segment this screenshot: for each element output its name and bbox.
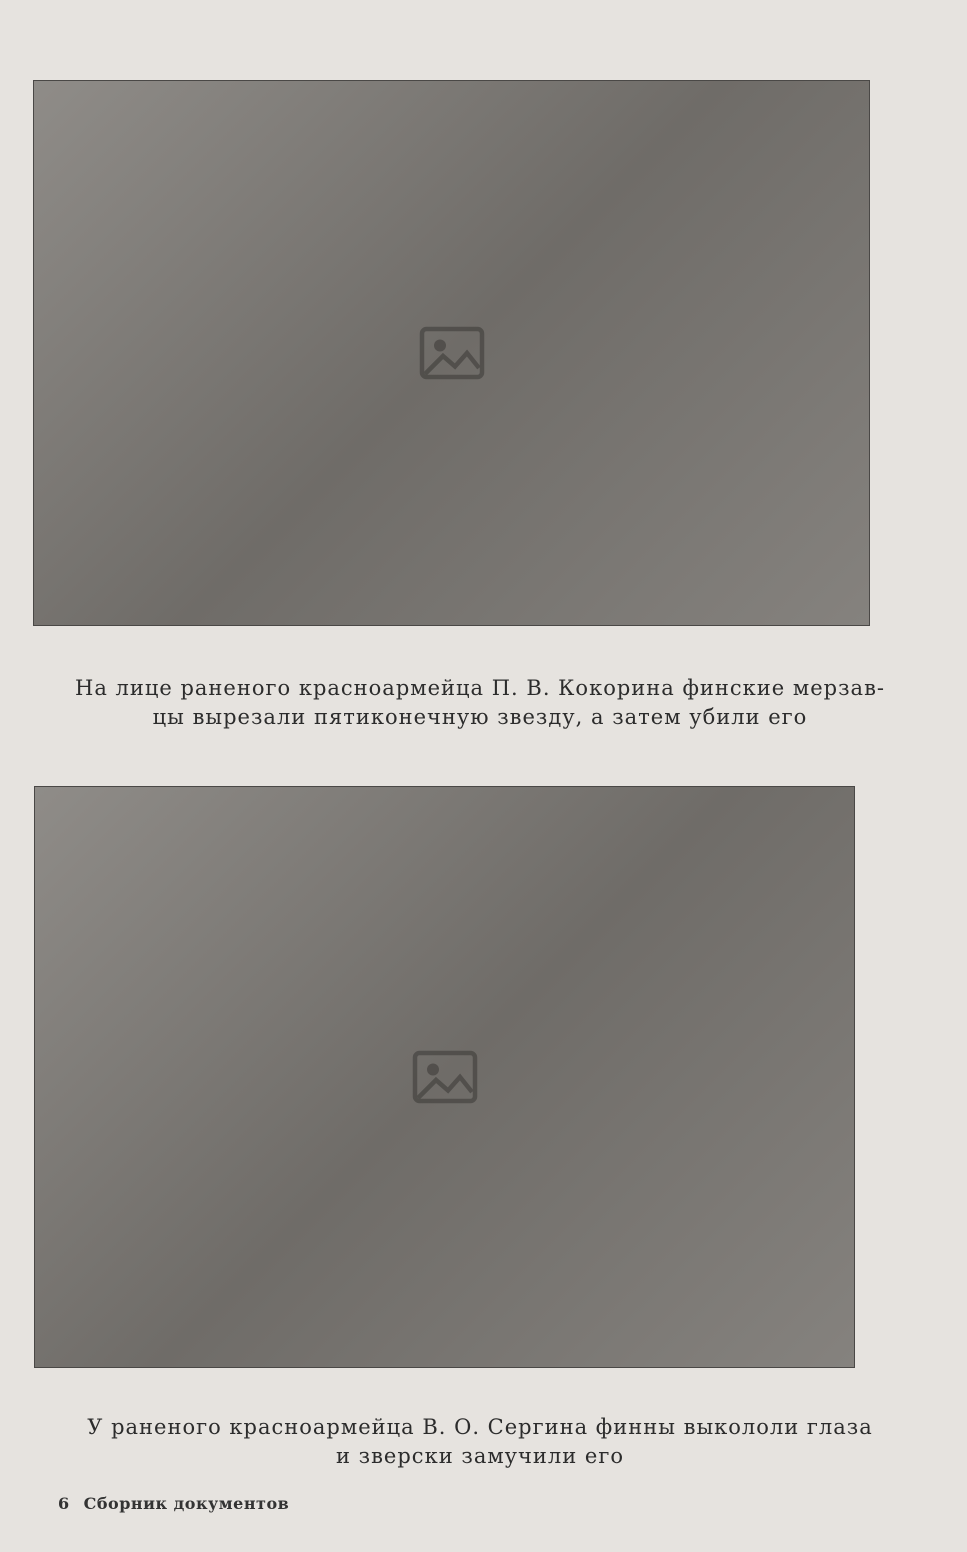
page-number: 6 — [58, 1494, 70, 1513]
photo-2 — [34, 786, 855, 1368]
page-footer — [58, 1494, 303, 1513]
caption-1 — [40, 674, 920, 732]
photo-placeholder-icon — [416, 317, 488, 389]
photo-placeholder — [34, 81, 869, 625]
caption-2-line-2: и зверски замучили его — [335, 1444, 624, 1468]
photo-placeholder — [35, 787, 854, 1367]
footer-title: Сборник документов — [83, 1494, 290, 1513]
photo-placeholder-icon — [409, 1041, 481, 1113]
caption-1-line-2: цы вырезали пятиконечную звезду, а затем убили его — [152, 705, 808, 729]
caption-1-line-1: На лице раненого красноармейца П. В. Кокорина финские мерзав- — [75, 676, 885, 700]
photo-1 — [33, 80, 870, 626]
caption-2-line-1: У раненого красноармейца В. О. Сергина финны выкололи глаза — [87, 1415, 873, 1439]
caption-2 — [40, 1413, 920, 1471]
